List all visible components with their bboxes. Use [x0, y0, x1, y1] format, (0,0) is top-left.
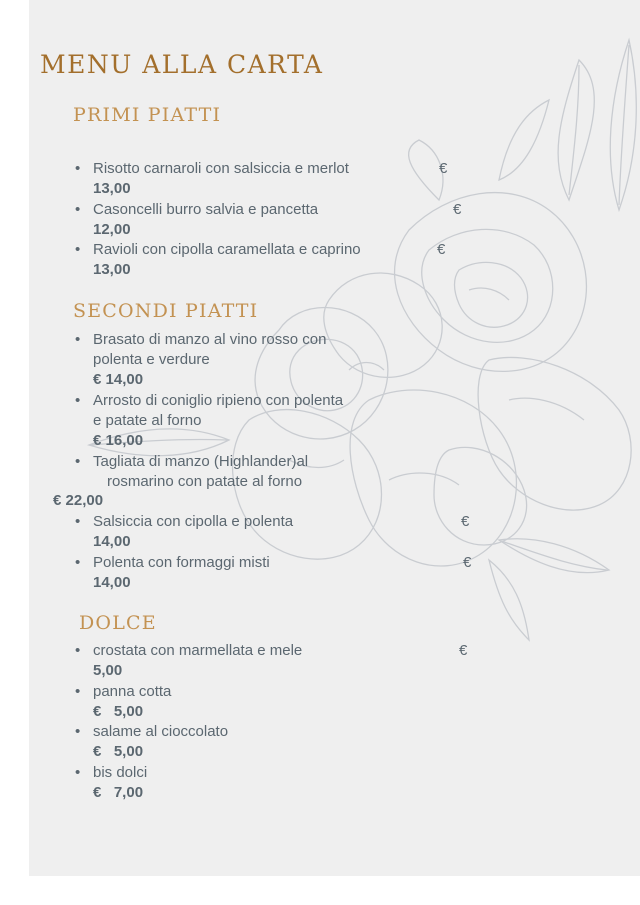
item-name: Risotto carnaroli con salsiccia e merlot	[93, 160, 349, 177]
item-name: salame al cioccolato	[93, 723, 229, 740]
item-price: 5,00	[93, 662, 123, 679]
currency-symbol: €	[463, 554, 472, 571]
bullet-icon: •	[75, 723, 81, 740]
bullet-icon: •	[75, 513, 81, 530]
bullet-icon: •	[75, 683, 81, 700]
item-name: Polenta con formaggi misti	[93, 554, 270, 571]
item-name: panna cotta	[93, 683, 172, 700]
item-price: € 14,00	[93, 371, 144, 388]
bullet-icon: •	[75, 554, 81, 571]
currency-symbol: €	[459, 642, 468, 659]
item-name-continued: polenta e verdure	[93, 351, 210, 368]
bullet-icon: •	[75, 392, 81, 409]
menu-title: MENU ALLA CARTA	[40, 50, 324, 79]
bullet-icon: •	[75, 160, 81, 177]
item-name: Brasato di manzo al vino rosso con	[93, 331, 327, 348]
item-name: bis dolci	[93, 764, 148, 781]
item-price: 13,00	[93, 261, 131, 278]
item-name: Tagliata di manzo (Highlander)al	[93, 453, 309, 470]
section-title-primi: PRIMI PIATTI	[73, 104, 222, 126]
section-title-dolce: DOLCE	[79, 612, 157, 634]
item-name: Salsiccia con cipolla e polenta	[93, 513, 294, 530]
item-price: € 5,00	[93, 743, 144, 760]
currency-symbol: €	[437, 241, 446, 258]
item-price: 12,00	[93, 221, 131, 238]
currency-symbol: €	[461, 513, 470, 530]
currency-symbol: €	[453, 201, 462, 218]
item-name: Casoncelli burro salvia e pancetta	[93, 201, 319, 218]
item-price: € 22,00	[53, 492, 104, 509]
item-name-continued: e patate al forno	[93, 412, 202, 429]
item-price: € 16,00	[93, 432, 144, 449]
item-price: 14,00	[93, 574, 131, 591]
item-price: € 5,00	[93, 703, 144, 720]
item-price: € 7,00	[93, 784, 144, 801]
menu-page	[29, 0, 640, 876]
currency-symbol: €	[439, 160, 448, 177]
item-price: 14,00	[93, 533, 131, 550]
item-name: Arrosto di coniglio ripieno con polenta	[93, 392, 344, 409]
item-name-continued: rosmarino con patate al forno	[107, 473, 303, 490]
section-title-secondi: SECONDI PIATTI	[73, 300, 259, 322]
bullet-icon: •	[75, 241, 81, 258]
bullet-icon: •	[75, 642, 81, 659]
item-price: 13,00	[93, 180, 131, 197]
bullet-icon: •	[75, 201, 81, 218]
bullet-icon: •	[75, 764, 81, 781]
bullet-icon: •	[75, 453, 81, 470]
item-name: crostata con marmellata e mele	[93, 642, 303, 659]
bullet-icon: •	[75, 331, 81, 348]
item-name: Ravioli con cipolla caramellata e caprino	[93, 241, 361, 258]
